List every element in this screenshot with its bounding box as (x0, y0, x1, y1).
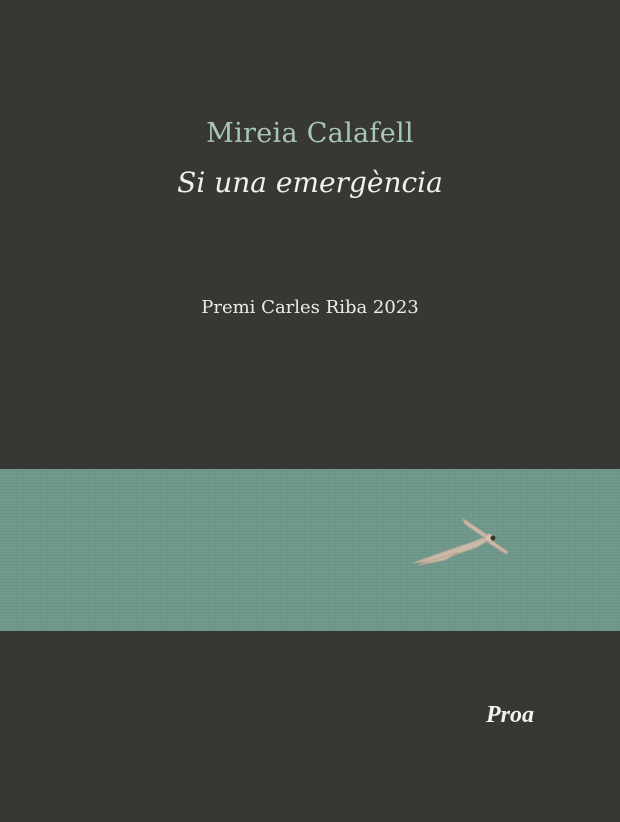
floating-figure-illustration (405, 510, 515, 570)
book-title: Si una emergència (177, 166, 443, 199)
prize-label: Premi Carles Riba 2023 (201, 297, 419, 318)
cover-illustration-band (0, 469, 620, 631)
publisher-logo: Proa (486, 702, 534, 728)
author-name: Mireia Calafell (206, 118, 414, 149)
